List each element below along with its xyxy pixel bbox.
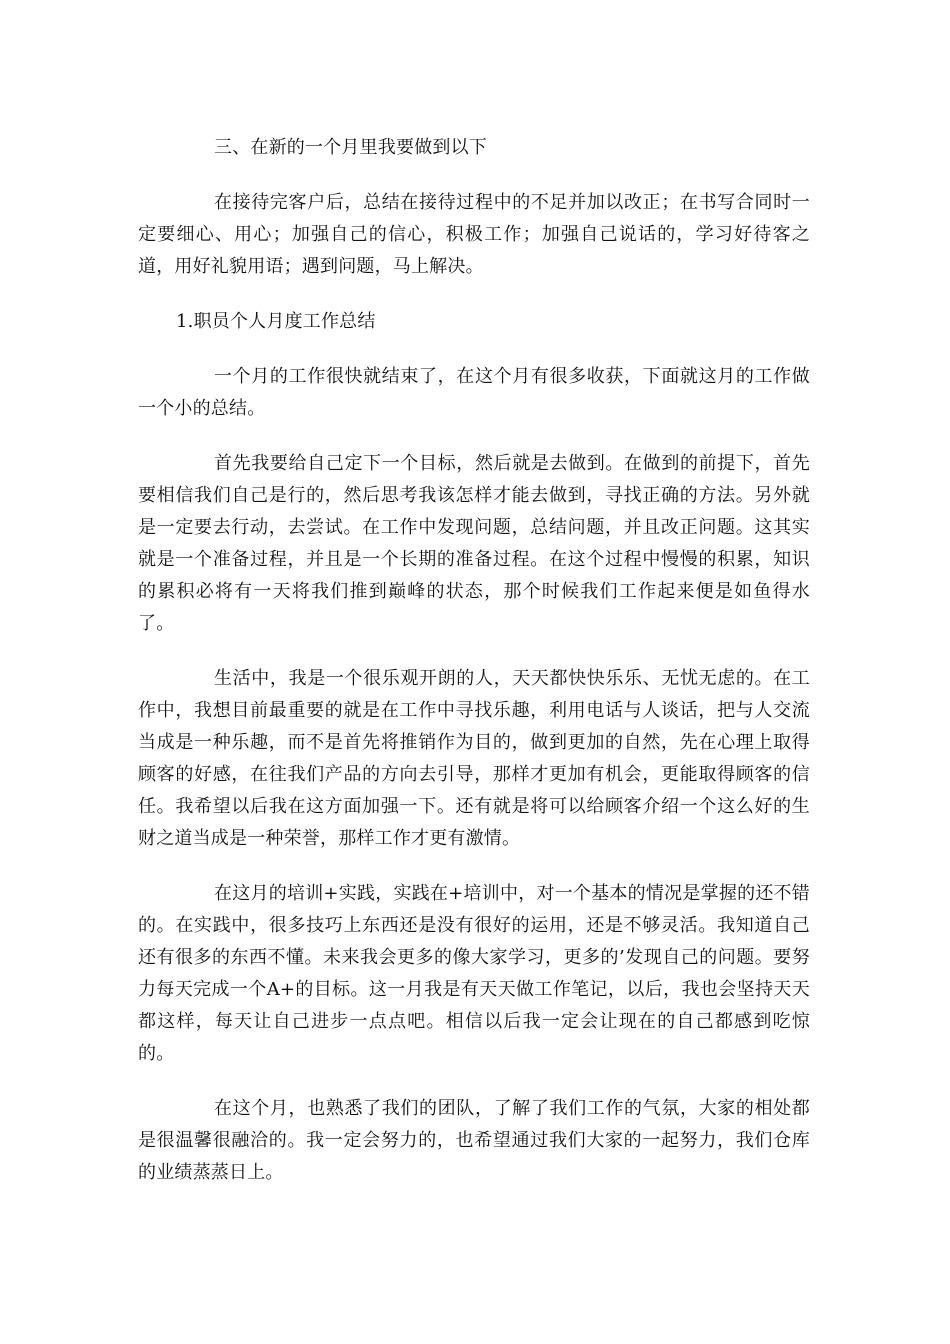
paragraph-1: 一个月的工作很快就结束了，在这个月有很多收获，下面就这月的工作做一个小的总结。 — [138, 366, 810, 419]
section-heading: 三、在新的一个月里我要做到以下 — [214, 137, 487, 158]
paragraph-2: 首先我要给自己定下一个目标，然后就是去做到。在做到的前提下，首先要相信我们自己是行的，然后思考我该怎样才能去做到，寻找正确的方法。另外就是一定要去行动，去尝试。在工作中发现问题，总结问题，并且改正问题。这其实就是一个准备过程，并且是一个长期的准备过程。在这个过程中慢慢的积累，知识的累积必将有一天将我们推到巅峰的状态，那个时候我们工作起来便是如鱼得水了。 — [138, 453, 810, 634]
document-page — [138, 132, 810, 1212]
subheading: 1.职员个人月度工作总结 — [176, 311, 376, 332]
section-paragraph: 在接待完客户后，总结在接待过程中的不足并加以改正；在书写合同时一定要细心、用心；加强自己的信心，积极工作；加强自己说话的，学习好待客之道，用好礼貌用语；遇到问题，马上解决。 — [138, 192, 810, 277]
paragraph-5: 在这个月，也熟悉了我们的团队，了解了我们工作的气氛，大家的相处都是很温馨很融洽的。我一定会努力的，也希望通过我们大家的一起努力，我们仓库的业绩蒸蒸日上。 — [138, 1098, 810, 1183]
paragraph-3: 生活中，我是一个很乐观开朗的人，天天都快快乐乐、无忧无虑的。在工作中，我想目前最重要的就是在工作中寻找乐趣，利用电话与人谈话，把与人交流当成是一种乐趣，而不是首先将推销作为目的，做到更加的自然，先在心理上取得顾客的好感，在往我们产品的方向去引导，那样才更加有机会，更能取得顾客的信任。我希望以后我在这方面加强一下。还有就是将可以给顾客介绍一个这么好的生财之道当成是一种荣誉，那样工作才更有激情。 — [138, 668, 810, 849]
paragraph-4: 在这月的培训+实践，实践在+培训中，对一个基本的情况是掌握的还不错的。在实践中，很多技巧上东西还是没有很好的运用，还是不够灵活。我知道自己还有很多的东西不懂。未来我会更多的像大家学习，更多的’发现自己的问题。要努力每天完成一个A+的目标。这一月我是有天天做工作笔记，以后，我也会坚持天天都这样，每天让自己进步一点点吧。相信以后我一定会让现在的自己都感到吃惊的。 — [138, 883, 810, 1064]
